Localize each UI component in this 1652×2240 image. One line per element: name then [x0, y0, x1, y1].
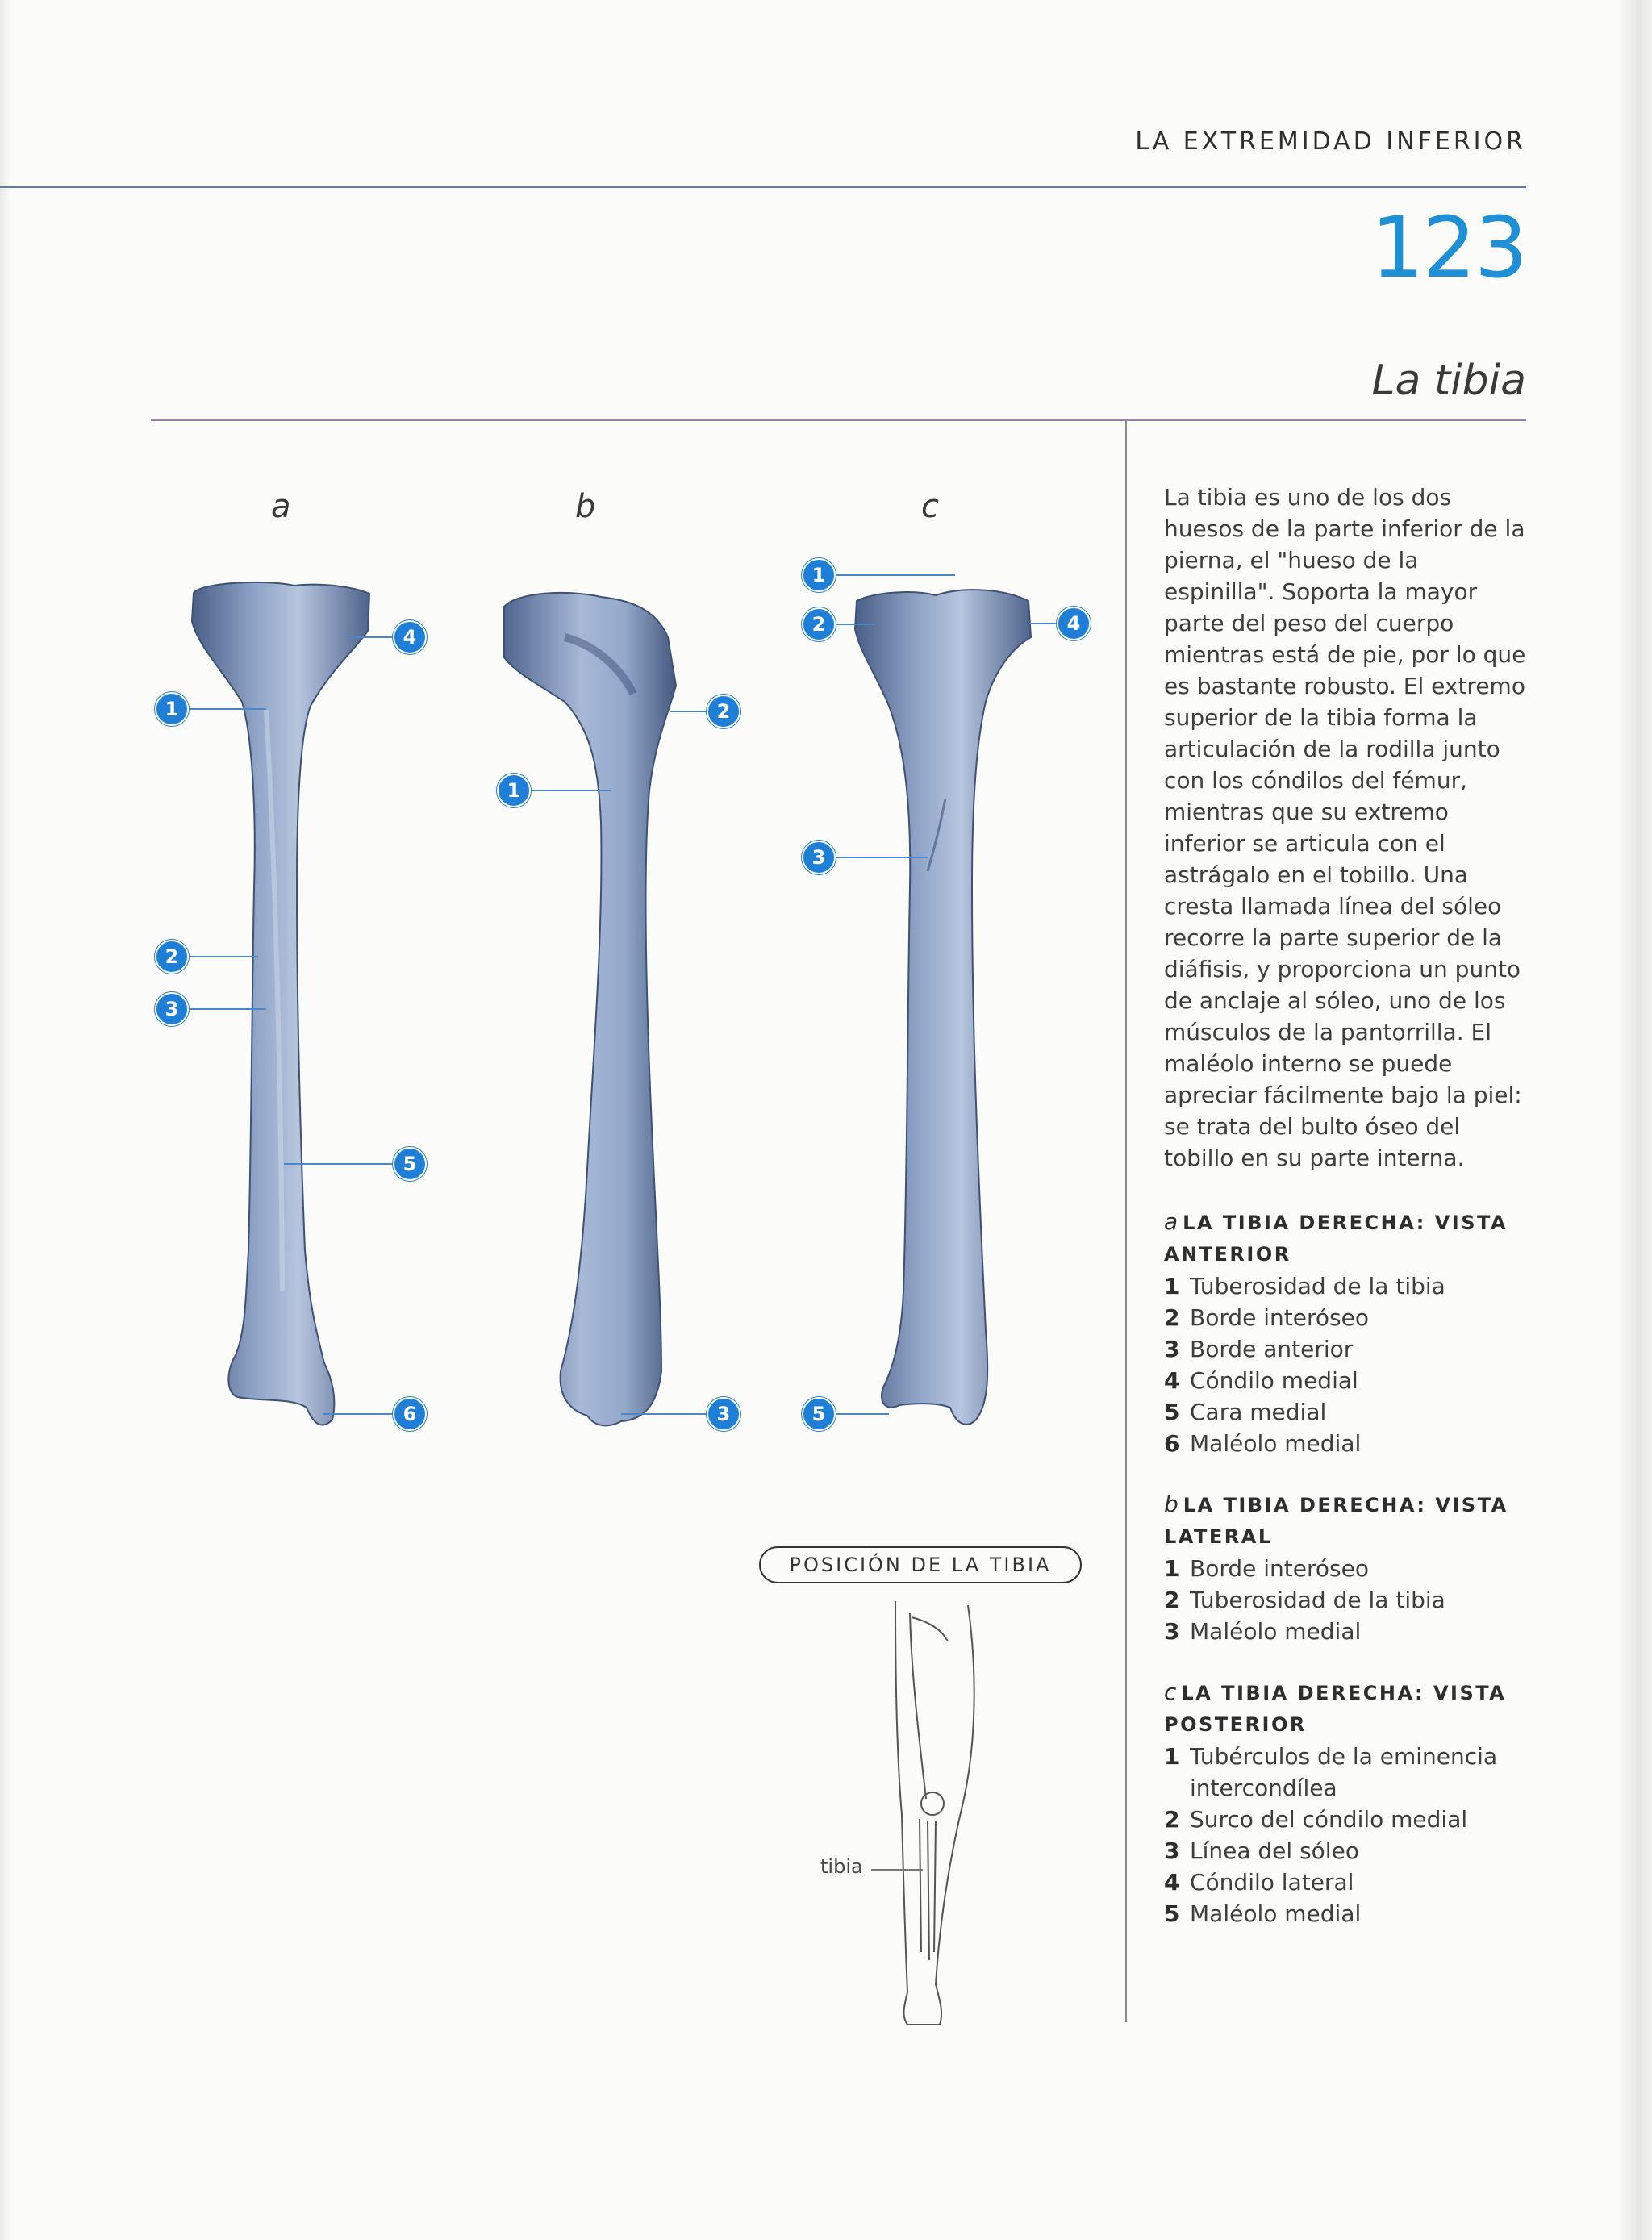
leader-a5: [284, 1163, 395, 1165]
leader-c5: [834, 1413, 889, 1415]
legend-letter: c: [1164, 1679, 1177, 1705]
legend-item: [1164, 1741, 1535, 1804]
tibia-lateral-view: [504, 593, 676, 1425]
legend-item: [1164, 1584, 1535, 1616]
legend-label: Maléolo medial: [1190, 1618, 1362, 1645]
legend-title-text: LA TIBIA DERECHA: VISTA LATERAL: [1164, 1494, 1508, 1548]
intro-paragraph: La tibia es uno de los dos huesos de la parte inferior de la pierna, el "hueso de la espinilla". Soporta la mayor parte del peso del cuerpo mientras está de pie, por lo que es bastante robusto. El extremo superior de la tibia forma la articulación de la rodilla junto con los cóndilos del fémur, mientras que su extremo inferior se articula con el astrágalo en el tobillo. Una cresta llamada línea del sóleo recorre la parte superior de la diáfisis, y proporciona un punto de anclaje al sóleo, uno de los músculos de la pantorrilla. El maléolo interno se puede apreciar fácilmente bajo la piel: se trata del bulto óseo del tobillo en su parte interna.: [1164, 484, 1526, 1171]
legend-label: Tubérculos de la eminencia intercondílea: [1190, 1743, 1498, 1801]
callout-a-5: 5: [393, 1147, 427, 1181]
callout-a-1: 1: [155, 692, 189, 726]
legend-label: Borde interóseo: [1190, 1555, 1369, 1582]
position-label: POSICIÓN DE LA TIBIA: [759, 1546, 1082, 1583]
legend-num: 2: [1164, 1304, 1180, 1331]
callout-b-1: 1: [497, 774, 531, 807]
legend-item: [1164, 1835, 1535, 1867]
legend-num: 4: [1164, 1367, 1180, 1394]
callout-c-5: 5: [802, 1397, 836, 1431]
leader-a4: [347, 636, 395, 638]
legend-item: [1164, 1396, 1535, 1428]
legend-num: 1: [1164, 1555, 1180, 1582]
legend-item: [1164, 1365, 1535, 1396]
legend-label: Maléolo medial: [1190, 1430, 1362, 1457]
legend-label: Borde anterior: [1190, 1336, 1354, 1362]
chapter-heading: LA EXTREMIDAD INFERIOR: [1135, 127, 1526, 156]
leader-c1: [834, 574, 955, 576]
callout-a-6: 6: [393, 1397, 427, 1431]
leader-c2: [834, 624, 874, 625]
legend-title-text: LA TIBIA DERECHA: VISTA ANTERIOR: [1164, 1212, 1508, 1266]
legend-num: 3: [1164, 1336, 1180, 1362]
text-column: [1164, 482, 1535, 1958]
figure-letter-c: c: [921, 488, 939, 525]
legend-label: Tuberosidad de la tibia: [1190, 1273, 1446, 1299]
leader-b1: [529, 790, 611, 791]
leader-a3: [187, 1008, 266, 1010]
legend-title: [1164, 1206, 1535, 1270]
legend-num: 2: [1164, 1806, 1180, 1833]
legend-num: 2: [1164, 1587, 1180, 1613]
legend-letter: b: [1164, 1491, 1179, 1517]
legend-item: [1164, 1898, 1535, 1929]
legend-title: [1164, 1676, 1535, 1741]
leader-b2: [670, 711, 710, 712]
legend-label: Tuberosidad de la tibia: [1190, 1587, 1446, 1613]
legend-label: Cara medial: [1190, 1399, 1327, 1425]
legend-num: 3: [1164, 1618, 1180, 1645]
legend-label: Surco del cóndilo medial: [1190, 1806, 1468, 1833]
legend-num: 4: [1164, 1869, 1180, 1896]
legend-label: Maléolo medial: [1190, 1900, 1362, 1927]
legend-num: 3: [1164, 1837, 1180, 1864]
legend-num: 5: [1164, 1900, 1180, 1927]
legend-item: [1164, 1553, 1535, 1584]
callout-a-4: 4: [393, 620, 427, 654]
callout-c-4: 4: [1057, 607, 1091, 640]
callout-b-2: 2: [707, 695, 740, 728]
leader-a6: [323, 1413, 395, 1415]
legend-item: [1164, 1804, 1535, 1835]
tibia-posterior-view: [855, 590, 1031, 1425]
page-edge-shadow: [1620, 0, 1652, 2240]
legend-label: Cóndilo medial: [1190, 1367, 1358, 1394]
legend-item: [1164, 1302, 1535, 1333]
legend-item: [1164, 1333, 1535, 1365]
figure-letter-b: b: [575, 488, 596, 525]
leader-c3: [834, 857, 928, 858]
callout-b-3: 3: [707, 1397, 740, 1431]
legend-label: Cóndilo lateral: [1190, 1869, 1354, 1896]
column-divider: [1125, 421, 1127, 2022]
leader-a2: [187, 956, 258, 957]
callout-c-2: 2: [802, 607, 836, 641]
legend-item: [1164, 1867, 1535, 1898]
legend-letter: a: [1164, 1208, 1179, 1235]
legend-num: 1: [1164, 1273, 1180, 1299]
leg-position-sketch: [895, 1601, 974, 2025]
figure-letter-a: a: [271, 488, 291, 525]
legend-label: Línea del sóleo: [1190, 1837, 1359, 1864]
legend-item: [1164, 1270, 1535, 1302]
tibia-label: tibia: [820, 1855, 863, 1878]
legend-num: 1: [1164, 1743, 1180, 1770]
callout-a-2: 2: [155, 940, 189, 974]
page-number: 123: [1370, 198, 1526, 297]
legend-title-text: LA TIBIA DERECHA: VISTA POSTERIOR: [1164, 1682, 1507, 1736]
legend-c: [1164, 1676, 1535, 1929]
callout-c-3: 3: [802, 841, 836, 874]
legend-b: [1164, 1488, 1535, 1647]
leader-b3: [621, 1413, 708, 1415]
legend-item: [1164, 1616, 1535, 1647]
legend-label: Borde interóseo: [1190, 1304, 1369, 1331]
leader-a1: [187, 708, 266, 710]
legend-num: 6: [1164, 1430, 1180, 1457]
legend-num: 5: [1164, 1399, 1180, 1425]
callout-c-1: 1: [802, 558, 836, 592]
page-title: La tibia: [1371, 357, 1526, 405]
legend-item: [1164, 1428, 1535, 1459]
callout-a-3: 3: [155, 992, 189, 1026]
legend-a: [1164, 1206, 1535, 1459]
legend-title: [1164, 1488, 1535, 1553]
